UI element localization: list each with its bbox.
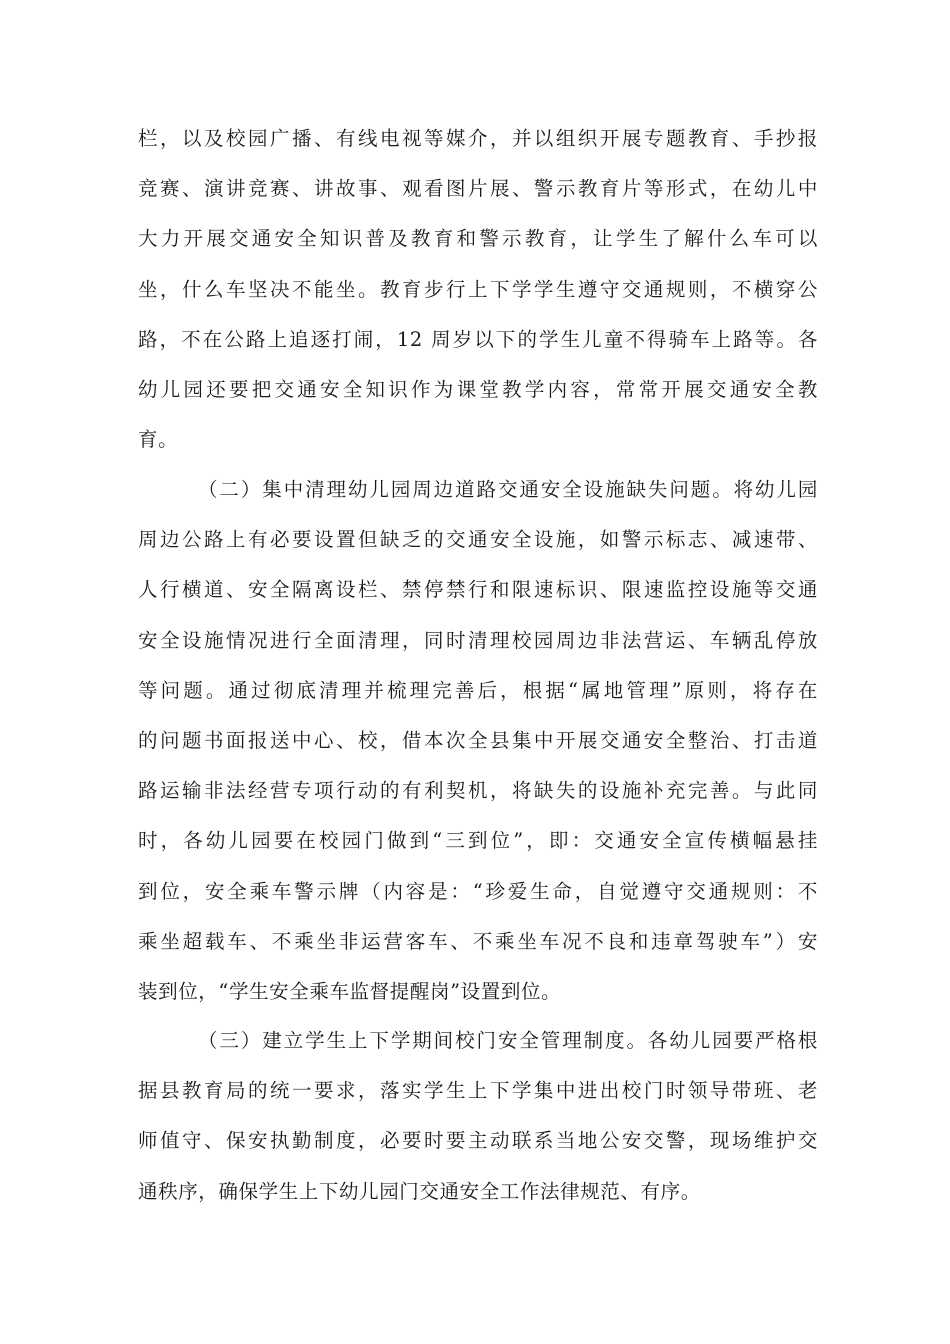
text-line: 装到位，“学生安全乘车监督提醒岗”设置到位。 (138, 979, 562, 1003)
text-line: 路，不在公路上追逐打闹，12 周岁以下的学生儿童不得骑车上路等。各 (138, 327, 818, 351)
text-line: 周边公路上有必要设置但缺乏的交通安全设施，如警示标志、减速带、 (138, 528, 818, 552)
paragraph-3 (138, 1016, 818, 1217)
text-line: 到位，安全乘车警示牌（内容是：“珍爱生命，自觉遵守交通规则：不 (138, 879, 818, 903)
text-line: （二）集中清理幼儿园周边道路交通安全设施缺失问题。将幼儿园 (198, 478, 818, 501)
text-line: （三）建立学生上下学期间校门安全管理制度。各幼儿园要严格根 (198, 1029, 818, 1052)
paragraph-continued (138, 114, 818, 465)
text-line: 幼儿园还要把交通安全知识作为课堂教学内容，常常开展交通安全教 (138, 377, 818, 401)
text-line: 竞赛、演讲竞赛、讲故事、观看图片展、警示教育片等形式，在幼儿中 (138, 177, 818, 201)
text-line: 安全设施情况进行全面清理，同时清理校园周边非法营运、车辆乱停放 (138, 628, 818, 652)
text-line: 坐，什么车坚决不能坐。教育步行上下学学生遵守交通规则，不横穿公 (138, 277, 818, 301)
text-line: 师值守、保安执勤制度，必要时要主动联系当地公安交警，现场维护交 (138, 1129, 818, 1153)
text-line: 乘坐超载车、不乘坐非运营客车、不乘坐车况不良和违章驾驶车”）安 (138, 929, 818, 953)
text-line: 时，各幼儿园要在校园门做到“三到位”，即：交通安全宣传横幅悬挂 (138, 829, 818, 853)
text-line: 人行横道、安全隔离设栏、禁停禁行和限速标识、限速监控设施等交通 (138, 578, 818, 602)
text-line: 通秩序，确保学生上下幼儿园门交通安全工作法律规范、有序。 (138, 1179, 701, 1203)
text-line: 大力开展交通安全知识普及教育和警示教育，让学生了解什么车可以 (138, 227, 818, 251)
text-line: 栏，以及校园广播、有线电视等媒介，并以组织开展专题教育、手抄报 (138, 127, 818, 150)
text-line: 据县教育局的统一要求，落实学生上下学集中进出校门时领导带班、老 (138, 1079, 818, 1103)
text-line: 等问题。通过彻底清理并梳理完善后，根据“属地管理”原则，将存在 (138, 678, 818, 702)
text-line: 的问题书面报送中心、校，借本次全县集中开展交通安全整治、打击道 (138, 728, 818, 752)
text-line: 育。 (138, 428, 179, 452)
text-line: 路运输非法经营专项行动的有利契机，将缺失的设施补充完善。与此同 (138, 779, 818, 803)
paragraph-2 (138, 465, 818, 1017)
